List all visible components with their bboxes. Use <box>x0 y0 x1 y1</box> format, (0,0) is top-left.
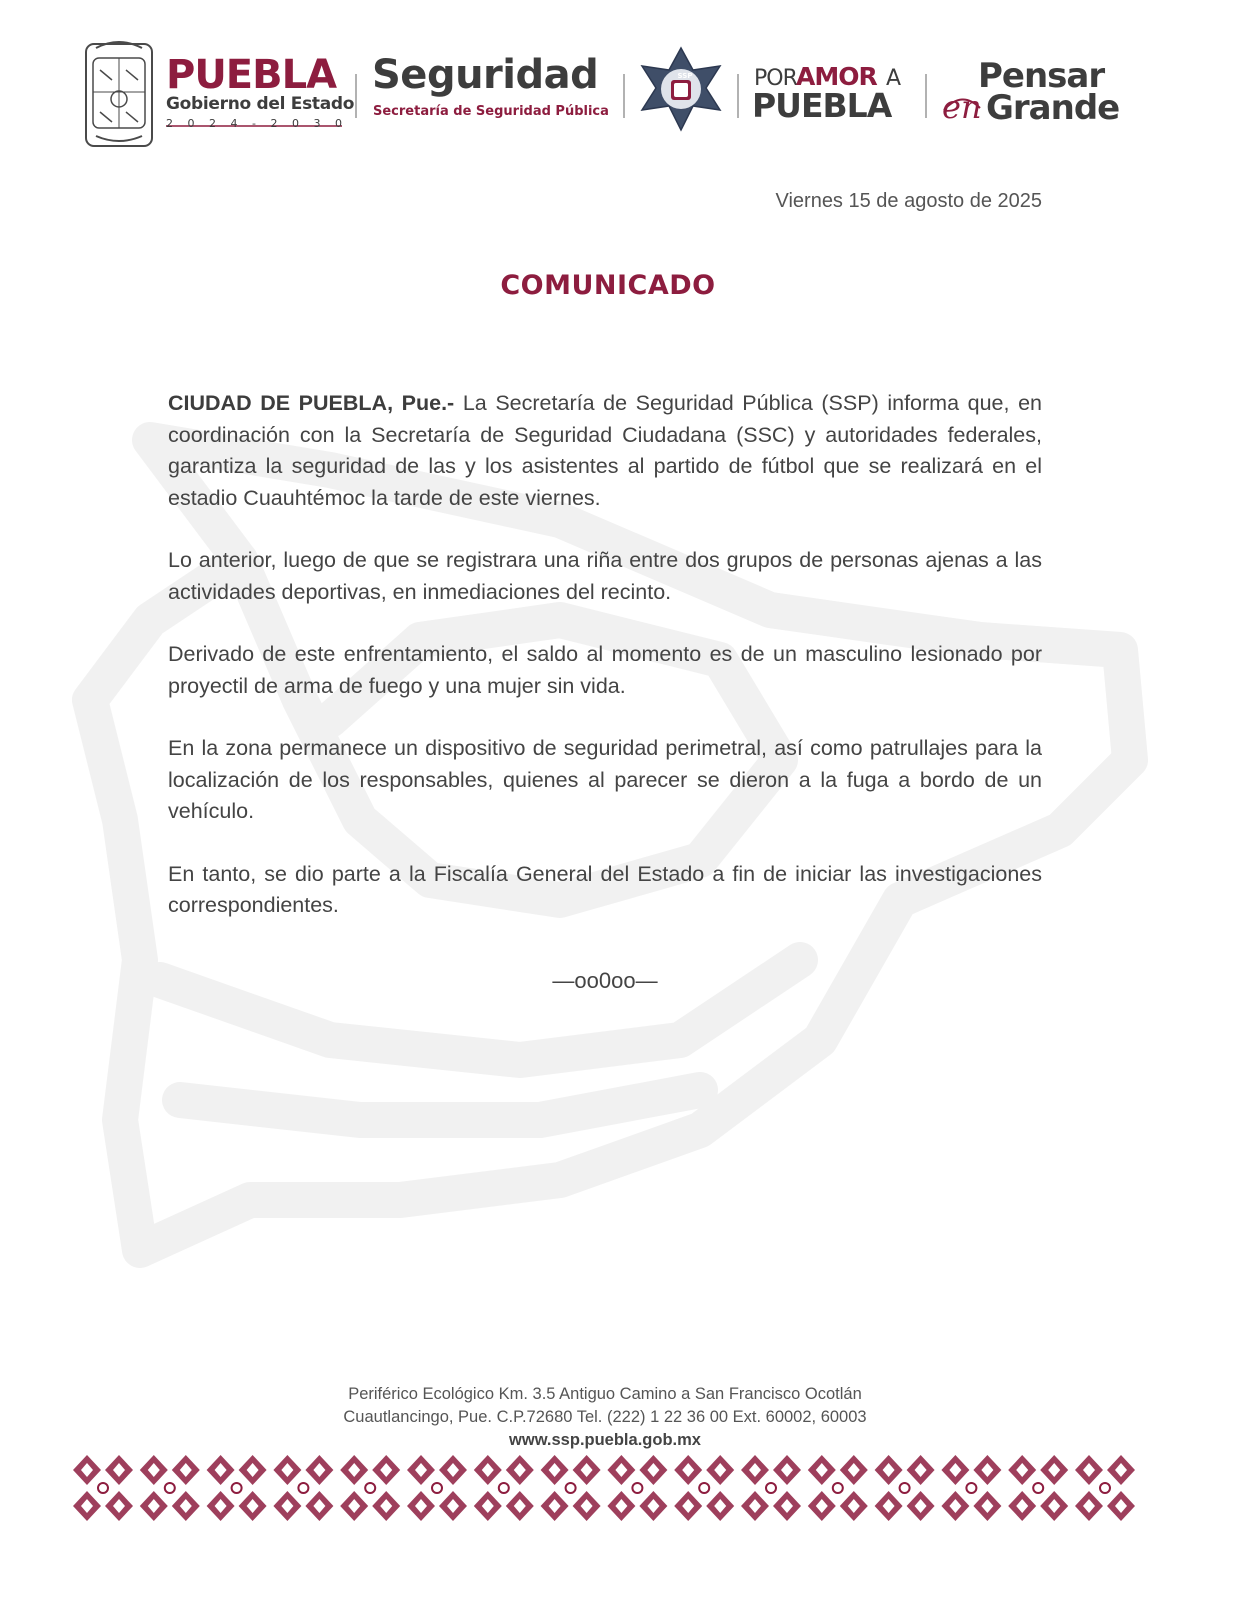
dateline: CIUDAD DE PUEBLA, Pue.- <box>168 391 455 415</box>
puebla-logo-years: 2024-2030 <box>166 117 357 130</box>
body-paragraph: Lo anterior, luego de que se registrara una riña entre dos grupos de personas ajenas a las actividades deportivas, en inmediaciones del recinto. <box>168 548 1042 604</box>
state-coat-of-arms-icon <box>86 42 152 146</box>
border-motif-icon <box>1008 1455 1068 1521</box>
border-motif-icon <box>474 1455 534 1521</box>
footer-website-link[interactable]: www.ssp.puebla.gob.mx <box>509 1431 701 1449</box>
por-amor-logo-a: A <box>886 66 902 91</box>
border-motif-icon <box>340 1455 400 1521</box>
seguridad-logo-title: Seguridad <box>372 52 599 98</box>
pensar-logo-pensar: Pensar <box>978 56 1105 96</box>
border-motif-icon <box>1075 1455 1135 1521</box>
body-paragraph <box>168 388 1042 514</box>
border-motif-icon <box>207 1455 267 1521</box>
por-amor-logo-puebla: PUEBLA <box>752 86 892 125</box>
body-paragraph: En tanto, se dio parte a la Fiscalía General del Estado a fin de iniciar las investigaciones correspondientes. <box>168 861 1042 917</box>
paragraph-text: La Secretaría de Seguridad Pública (SSP) informa que, en coordinación con la Secretaría de Seguridad Ciudadana (SSC) y autoridades federales, garantiza la seguridad de las y los asistentes al partido de fútbol que se realizará en el estadio Cuauhtémoc la tarde de este viernes. <box>168 391 1042 510</box>
seguridad-logo-subtitle: Secretaría de Seguridad Pública <box>373 104 609 119</box>
por-amor-logo-amor: AMOR <box>796 62 877 91</box>
page-header <box>0 0 1236 170</box>
closing-mark: —oo0oo— <box>552 968 658 993</box>
border-motif-icon <box>875 1455 935 1521</box>
border-motif-icon <box>607 1455 667 1521</box>
badge-label: SSP <box>677 72 693 80</box>
border-motif-icon <box>741 1455 801 1521</box>
footer-address: Periférico Ecológico Km. 3.5 Antiguo Camino a San Francisco Ocotlán <box>348 1385 862 1403</box>
pensar-logo-en: en <box>942 88 982 126</box>
police-star-badge-icon <box>642 48 720 130</box>
border-motif-icon <box>140 1455 200 1521</box>
border-motif-icon <box>941 1455 1001 1521</box>
document-body <box>168 388 1042 953</box>
pensar-logo-grande: Grande <box>986 88 1120 128</box>
page-footer <box>0 1383 1210 1452</box>
body-paragraph: Derivado de este enfrentamiento, el saldo al momento es de un masculino lesionado por proyectil de arma de fuego y una mujer sin vida. <box>168 642 1042 698</box>
puebla-logo-title: PUEBLA <box>166 52 337 98</box>
decorative-border-pattern <box>70 1452 1140 1524</box>
border-motif-icon <box>674 1455 734 1521</box>
document-date: Viernes 15 de agosto de 2025 <box>775 190 1042 212</box>
body-paragraph: En la zona permanece un dispositivo de seguridad perimetral, así como patrullajes para la localización de los responsables, quienes al parecer se dieron a la fuga a bordo de un vehículo. <box>168 736 1042 823</box>
border-motif-icon <box>541 1455 601 1521</box>
puebla-logo-subtitle: Gobierno del Estado <box>166 94 355 114</box>
footer-contact: Cuautlancingo, Pue. C.P.72680 Tel. (222) 1 22 36 00 Ext. 60002, 60003 <box>343 1408 867 1426</box>
border-motif-icon <box>273 1455 333 1521</box>
por-amor-logo-por: POR <box>754 66 797 91</box>
border-motif-icon <box>407 1455 467 1521</box>
border-motif-icon <box>73 1455 133 1521</box>
border-motif-icon <box>808 1455 868 1521</box>
document-title: COMUNICADO <box>500 270 716 301</box>
